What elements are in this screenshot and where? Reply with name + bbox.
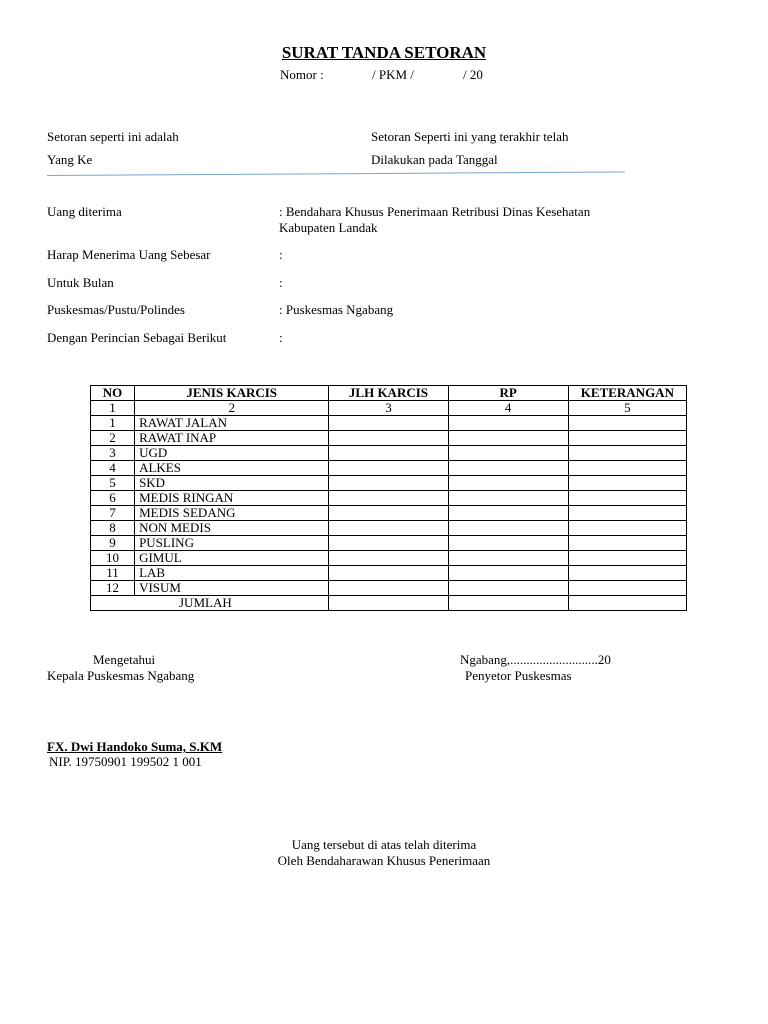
row-rp-cell [448,551,568,566]
row-keterangan-cell [568,551,686,566]
row-jlh-cell [329,506,448,521]
row-jlh-cell [329,416,448,431]
header-left-line1: Setoran seperti ini adalah [47,129,179,144]
field-label-untuk-bulan: Untuk Bulan [47,275,114,290]
row-no: 8 [91,521,135,536]
field-value-uang-sebesar: : [279,247,283,262]
field-label-perincian: Dengan Perincian Sebagai Berikut [47,330,227,345]
row-jenis: LAB [135,566,329,581]
row-rp-cell [448,476,568,491]
total-keterangan-cell [568,596,686,611]
field-value-perincian: : [279,330,283,345]
row-keterangan-cell [568,521,686,536]
column-header-jlh-karcis: JLH KARCIS [329,386,448,401]
header-left-line2: Yang Ke [47,152,93,167]
table-row [91,446,687,461]
row-jlh-cell [329,581,448,596]
field-value-puskesmas: : Puskesmas Ngabang [279,302,394,317]
total-label: JUMLAH [91,596,329,611]
column-number: 1 [91,401,135,416]
row-rp-cell [448,416,568,431]
table-total-row [91,596,687,611]
table-row [91,431,687,446]
column-number: 5 [568,401,686,416]
table-header-row [91,386,687,401]
column-header-rp: RP [448,386,568,401]
row-rp-cell [448,431,568,446]
row-keterangan-cell [568,536,686,551]
row-jenis: MEDIS RINGAN [135,491,329,506]
row-no: 10 [91,551,135,566]
row-jenis: VISUM [135,581,329,596]
row-no: 7 [91,506,135,521]
document-title: SURAT TANDA SETORAN [281,43,487,62]
row-rp-cell [448,566,568,581]
row-rp-cell [448,491,568,506]
row-jenis: UGD [135,446,329,461]
table-column-number-row [91,401,687,416]
row-no: 3 [91,446,135,461]
row-jenis: RAWAT JALAN [135,416,329,431]
header-right-line1: Setoran Seperti ini yang terakhir telah [371,129,569,144]
row-jlh-cell [329,431,448,446]
row-rp-cell [448,446,568,461]
table-row [91,491,687,506]
signature-right-line2: Penyetor Puskesmas [465,668,572,683]
field-label-uang-diterima: Uang diterima [47,204,122,219]
total-rp-cell [448,596,568,611]
row-jenis: SKD [135,476,329,491]
column-number: 4 [448,401,568,416]
row-jlh-cell [329,446,448,461]
field-label-puskesmas: Puskesmas/Pustu/Polindes [47,302,185,317]
row-no: 9 [91,536,135,551]
row-keterangan-cell [568,566,686,581]
row-keterangan-cell [568,416,686,431]
table-row [91,566,687,581]
row-jenis: MEDIS SEDANG [135,506,329,521]
row-jenis: PUSLING [135,536,329,551]
signatory-nip: NIP. 19750901 199502 1 001 [49,754,202,769]
header-right-line2: Dilakukan pada Tanggal [371,152,498,167]
field-value-uang-diterima-line2: Kabupaten Landak [279,220,378,235]
nomor-label: Nomor : [280,67,324,82]
field-value-untuk-bulan: : [279,275,283,290]
row-rp-cell [448,506,568,521]
table-row [91,551,687,566]
row-rp-cell [448,581,568,596]
table-row [91,581,687,596]
row-rp-cell [448,521,568,536]
signature-right-line1: Ngabang,...........................20 [460,652,611,667]
footer-line1: Uang tersebut di atas telah diterima [291,837,477,852]
row-no: 11 [91,566,135,581]
row-jlh-cell [329,476,448,491]
row-jlh-cell [329,566,448,581]
row-no: 6 [91,491,135,506]
nomor-pkm: / PKM / [372,67,414,82]
row-keterangan-cell [568,506,686,521]
table-row [91,461,687,476]
row-keterangan-cell [568,476,686,491]
row-keterangan-cell [568,446,686,461]
karcis-table [90,385,687,611]
row-no: 4 [91,461,135,476]
nomor-line [280,67,483,83]
nomor-year: / 20 [463,67,483,82]
table-row [91,476,687,491]
row-jenis: RAWAT INAP [135,431,329,446]
row-keterangan-cell [568,581,686,596]
field-value-uang-diterima: : Bendahara Khusus Penerimaan Retribusi Dinas Kesehatan [279,204,591,219]
table-row [91,506,687,521]
row-jlh-cell [329,551,448,566]
column-header-jenis-karcis: JENIS KARCIS [135,386,329,401]
signature-left-line2: Kepala Puskesmas Ngabang [47,668,195,683]
column-number: 2 [135,401,329,416]
row-jenis: GIMUL [135,551,329,566]
row-keterangan-cell [568,461,686,476]
footer-line2: Oleh Bendaharawan Khusus Penerimaan [277,853,491,868]
table-row [91,536,687,551]
row-jlh-cell [329,491,448,506]
table-row [91,416,687,431]
field-label-uang-sebesar: Harap Menerima Uang Sebesar [47,247,211,262]
row-rp-cell [448,461,568,476]
header-divider [47,171,625,176]
column-header-keterangan: KETERANGAN [568,386,686,401]
row-jenis: ALKES [135,461,329,476]
row-no: 5 [91,476,135,491]
row-rp-cell [448,536,568,551]
table-row [91,521,687,536]
row-no: 12 [91,581,135,596]
column-header-no: NO [91,386,135,401]
signature-left-line1: Mengetahui [93,652,156,667]
row-jlh-cell [329,461,448,476]
row-no: 1 [91,416,135,431]
row-no: 2 [91,431,135,446]
row-keterangan-cell [568,431,686,446]
column-number: 3 [329,401,448,416]
signatory-name: FX. Dwi Handoko Suma, S.KM [47,739,223,754]
total-jlh-cell [329,596,448,611]
row-jlh-cell [329,536,448,551]
row-jenis: NON MEDIS [135,521,329,536]
row-jlh-cell [329,521,448,536]
row-keterangan-cell [568,491,686,506]
